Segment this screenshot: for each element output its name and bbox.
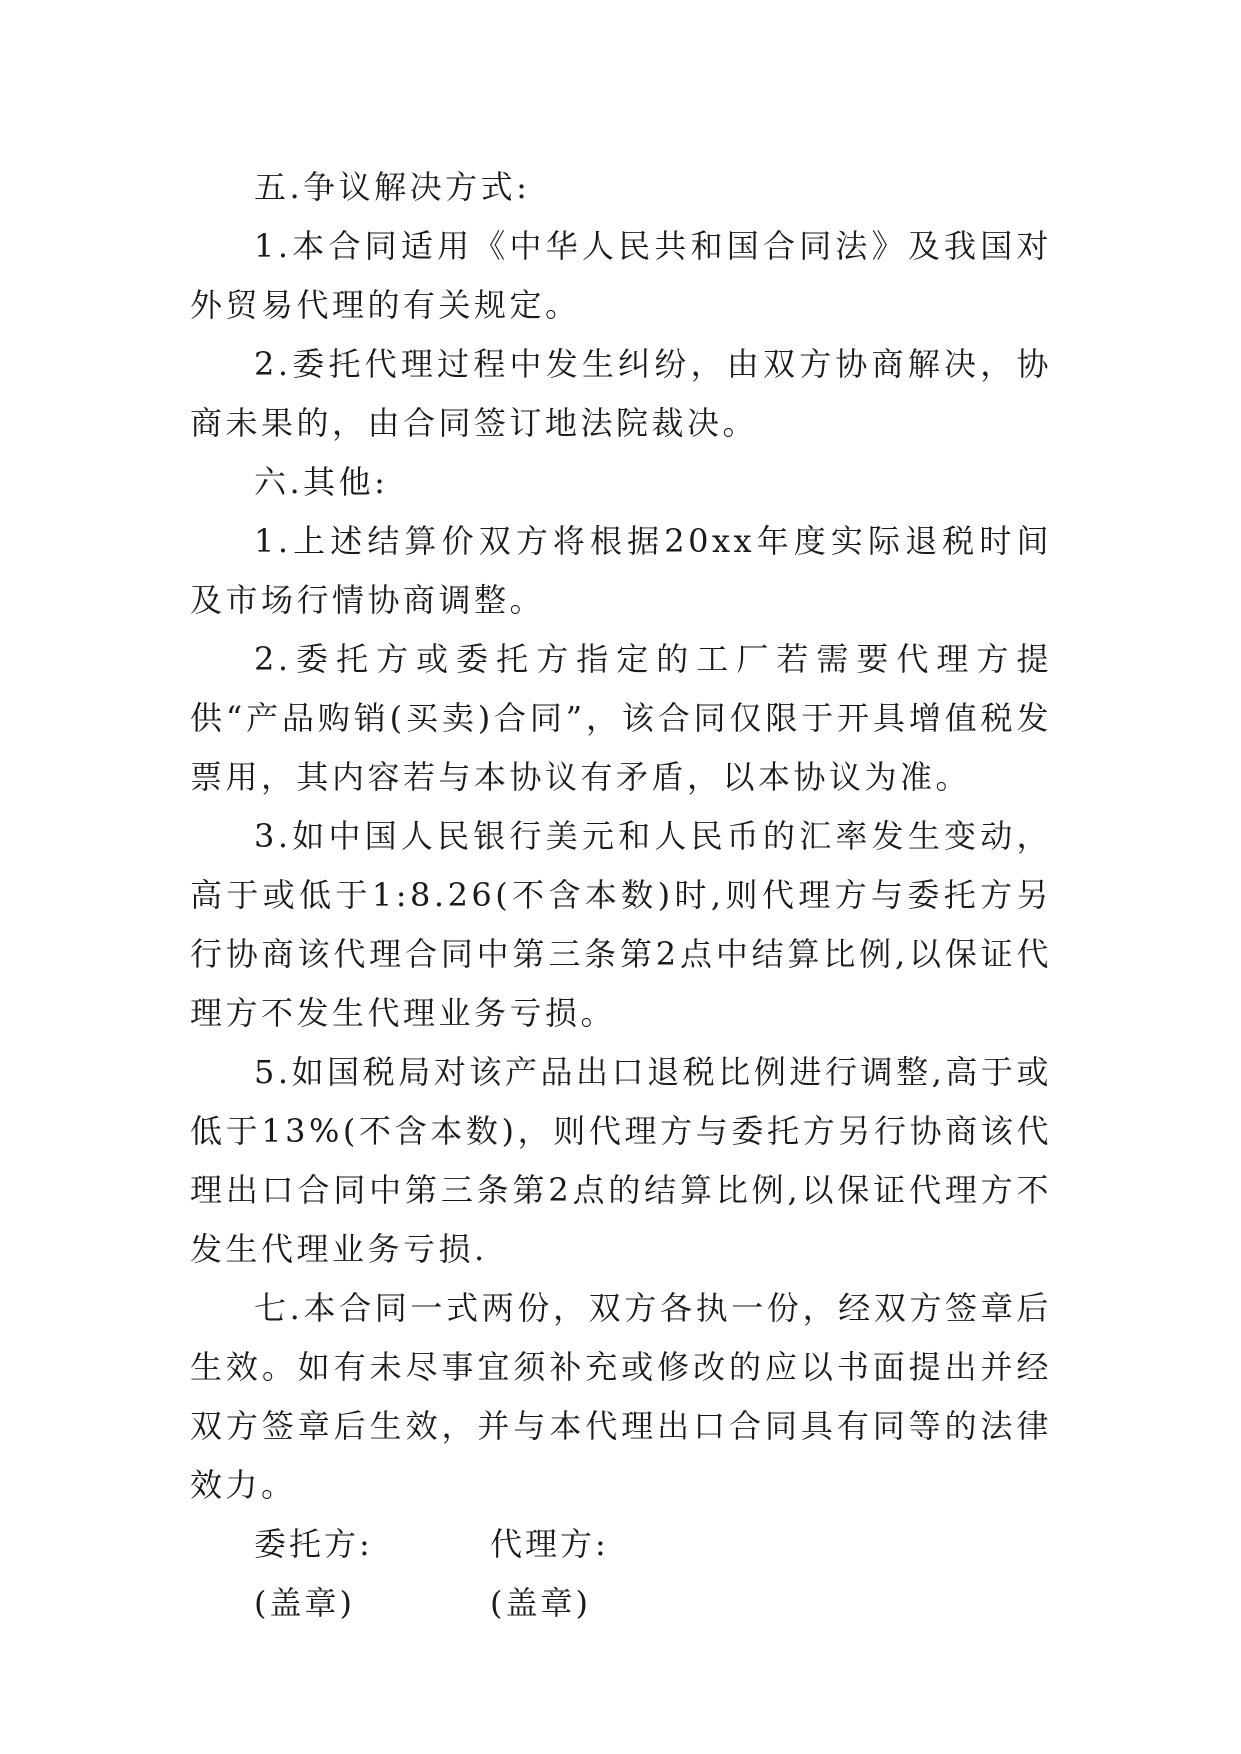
section-6-item-3: 3.如中国人民银行美元和人民币的汇率发生变动，高于或低于1:8.26(不含本数)时,则代理方与委托方另行协商该代理合同中第三条第2点中结算比例,以保证代理方不发生代理业务亏损。	[190, 817, 1052, 1032]
section-6-item-2: 2.委托方或委托方指定的工厂若需要代理方提供“产品购销(买卖)合同”，该合同仅限于开具增值税发票用，其内容若与本协议有矛盾，以本协议为准。	[190, 640, 1052, 796]
section-5-heading: 五.争议解决方式:	[254, 168, 531, 206]
principal-seal: (盖章)	[254, 1584, 355, 1622]
section-5-item-2: 2.委托代理过程中发生纠纷，由双方协商解决，协商未果的，由合同签订地法院裁决。	[190, 345, 1052, 442]
signature-labels-row	[190, 1515, 1052, 1574]
agent-label: 代理方:	[490, 1525, 609, 1563]
principal-label: 委托方:	[254, 1525, 373, 1563]
section-6-item-1: 1.上述结算价双方将根据20xx年度实际退税时间及市场行情协商调整。	[190, 522, 1052, 619]
signature-seals-row	[190, 1574, 1052, 1633]
section-7-paragraph: 七.本合同一式两份，双方各执一份，经双方签章后生效。如有未尽事宜须补充或修改的应以书面提出并经双方签章后生效，并与本代理出口合同具有同等的法律效力。	[190, 1289, 1052, 1504]
section-6-item-5: 5.如国税局对该产品出口退税比例进行调整,高于或低于13%(不含本数)，则代理方与委托方另行协商该代理出口合同中第三条第2点的结算比例,以保证代理方不发生代理业务亏损.	[190, 1053, 1052, 1268]
agent-seal: (盖章)	[490, 1584, 591, 1622]
section-5-item-1: 1.本合同适用《中华人民共和国合同法》及我国对外贸易代理的有关规定。	[190, 227, 1052, 324]
section-6-heading: 六.其他:	[254, 463, 389, 501]
document-page	[190, 158, 1052, 1633]
